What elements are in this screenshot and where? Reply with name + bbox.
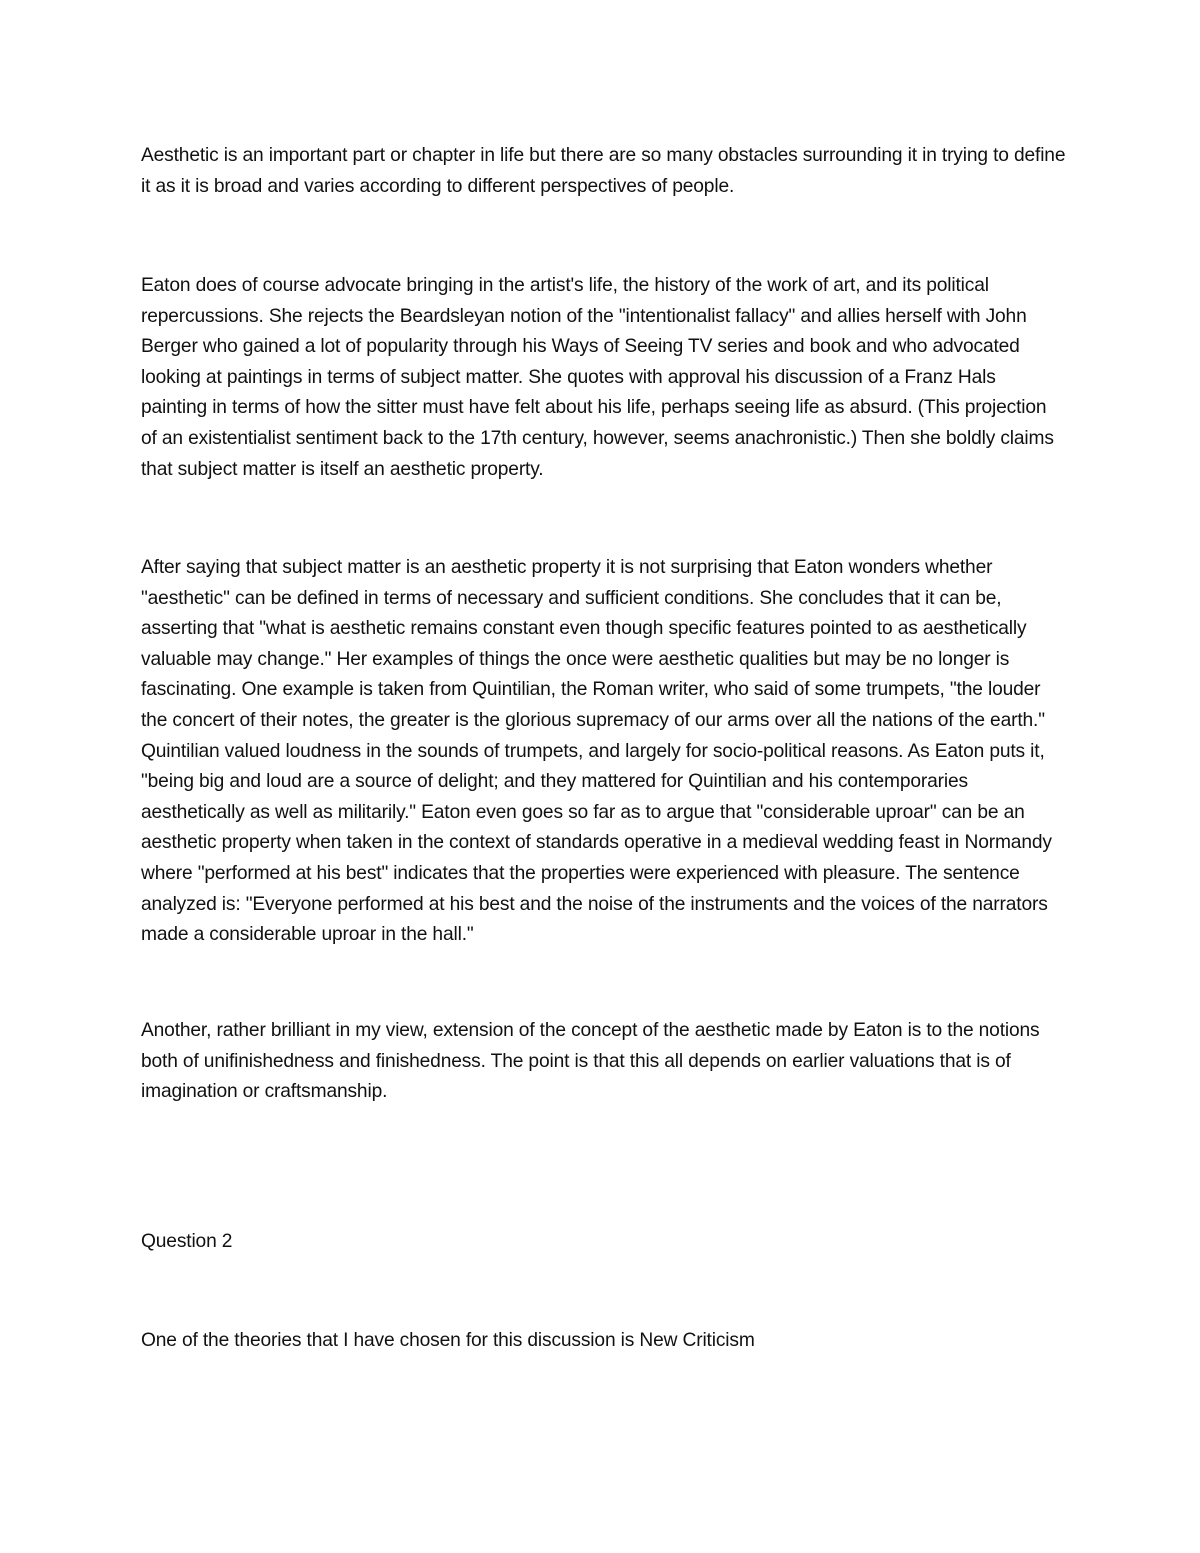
question-heading: Question 2 [141, 1231, 233, 1252]
paragraph-subject-matter: After saying that subject matter is an aesthetic property it is not surprising that Eaton wonders whether "aesthetic" can be defined in terms of necessary and sufficient conditions. She concludes that it can be, asserting that "what is aesthetic remains constant even though specific features pointed to as aesthetically valuable may change." Her examples of things the once were aesthetic qualities but may be no longer is fascinating. One example is taken from Quintilian, the Roman writer, who said of some trumpets, "the louder the concert of their notes, the greater is the glorious supremacy of our arms over all the nations of the earth." Quintilian valued loudness in the sounds of trumpets, and largely for socio-political reasons. As Eaton puts it, "being big and loud are a source of delight; and they mattered for Quintilian and his contemporaries aesthetically as well as militarily." Eaton even goes so far as to argue that "considerable uproar" can be an aesthetic property when taken in the context of standards operative in a medieval wedding feast in Normandy where "performed at his best" indicates that the properties were experienced with pleasure. The sentence analyzed is: "Everyone performed at his best and the noise of the instruments and the voices of the narrators made a considerable uproar in the hall." [141, 557, 1052, 946]
paragraph-eaton-advocacy: Eaton does of course advocate bringing in the artist's life, the history of the work of art, and its political repercussions. She rejects the Beardsleyan notion of the "intentionalist fallacy" and allies herself with John Berger who gained a lot of popularity through his Ways of Seeing TV series and book and who advocated looking at paintings in terms of subject matter. She quotes with approval his discussion of a Franz Hals painting in terms of how the sitter must have felt about his life, perhaps seeing life as absurd. (This projection of an existentialist sentiment back to the 17th century, however, seems anachronistic.) Then she boldly claims that subject matter is itself an aesthetic property. [141, 275, 1054, 480]
paragraph-new-criticism: One of the theories that I have chosen for this discussion is New Criticism [141, 1330, 755, 1351]
paragraph-aesthetic-intro: Aesthetic is an important part or chapter in life but there are so many obstacles surrounding it in trying to define it as it is broad and varies according to different perspectives of people. [141, 145, 1066, 197]
paragraph-finishedness: Another, rather brilliant in my view, extension of the concept of the aesthetic made by Eaton is to the notions both of unifinishedness and finishedness. The point is that this all depends on earlier valuations that is of imagination or craftsmanship. [141, 1020, 1040, 1103]
